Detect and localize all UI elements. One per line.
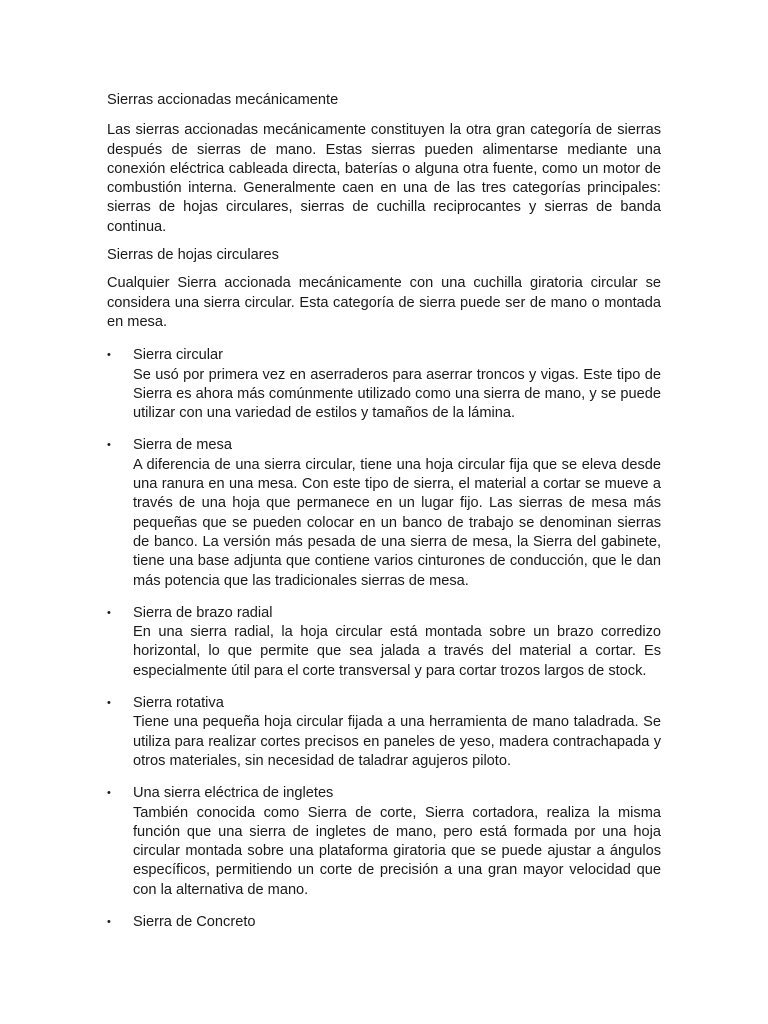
list-item [107, 694, 661, 771]
list-item [107, 784, 661, 900]
list-item [107, 346, 661, 423]
list-item-title: Una sierra eléctrica de ingletes [133, 785, 334, 802]
bullet-icon: • [107, 606, 111, 619]
list-item-body: Tiene una pequeña hoja circular fijada a una herramienta de mano taladrada. Se utiliza para realizar cortes precisos en paneles de yeso, madera contrachapada y otros materiales, sin necesidad de taladrar agujeros piloto. [133, 714, 661, 769]
heading-circular-saws: Sierras de hojas circulares [107, 247, 279, 264]
bullet-icon: • [107, 349, 111, 362]
list-item-title: Sierra de brazo radial [133, 604, 273, 621]
list-item-body: A diferencia de una sierra circular, tiene una hoja circular fija que se eleva desde una ranura en una mesa. Con este tipo de sierra, el material a cortar se mueve a través de una hoja que permanece en un lugar fijo. Las sierras de mesa más pequeñas que se pueden colocar en un banco de trabajo se denominan sierras de banco. La versión más pesada de una sierra de mesa, la Sierra del gabinete, tiene una base adjunta que contiene varios cinturones de conducción, que le dan más potencia que las tradicionales sierras de mesa. [133, 456, 661, 589]
list-item [107, 913, 661, 932]
list-item [107, 604, 661, 681]
list-item-body: En una sierra radial, la hoja circular está montada sobre un brazo corredizo horizontal, lo que permite que sea jalada a través del material a cortar. Es especialmente útil para el corte transversal y para cortar trozos largos de stock. [133, 624, 661, 679]
circular-intro-paragraph: Cualquier Sierra accionada mecánicamente con una cuchilla giratoria circular se considera una sierra circular. Esta categoría de sierra puede ser de mano o montada en mesa. [107, 275, 661, 330]
bullet-icon: • [107, 915, 111, 928]
bullet-icon: • [107, 697, 111, 710]
list-item-title: Sierra de mesa [133, 437, 232, 454]
intro-paragraph: Las sierras accionadas mecánicamente constituyen la otra gran categoría de sierras después de sierras de mano. Estas sierras pueden alimentarse mediante una conexión eléctrica cableada directa, baterías o alguna otra fuente, como un motor de combustión interna. Generalmente caen en una de las tres categorías principales: sierras de hojas circulares, sierras de cuchilla reciprocantes y sierras de banda continua. [107, 122, 661, 235]
list-item-title: Sierra rotativa [133, 695, 224, 712]
heading-main: Sierras accionadas mecánicamente [107, 92, 339, 108]
bullet-icon: • [107, 439, 111, 452]
document-page [107, 91, 661, 945]
list-item-body: Se usó por primera vez en aserraderos para aserrar troncos y vigas. Este tipo de Sierra es ahora más comúnmente utilizado como una sierra de mano, y se puede utilizar con una variedad de estilos y tamaños de la lámina. [133, 366, 661, 422]
saw-types-list [107, 346, 661, 932]
list-item [107, 436, 661, 590]
bullet-icon: • [107, 787, 111, 800]
list-item-body: También conocida como Sierra de corte, Sierra cortadora, realiza la misma función que una sierra de ingletes de mano, pero está formada por una hoja circular montada sobre una plataforma giratoria que se puede ajustar a ángulos específicos, permitiendo un corte de precisión a una gran mayor velocidad que con la alternativa de mano. [133, 804, 661, 898]
list-item-title: Sierra circular [133, 347, 224, 364]
list-item-title: Sierra de Concreto [133, 913, 256, 930]
